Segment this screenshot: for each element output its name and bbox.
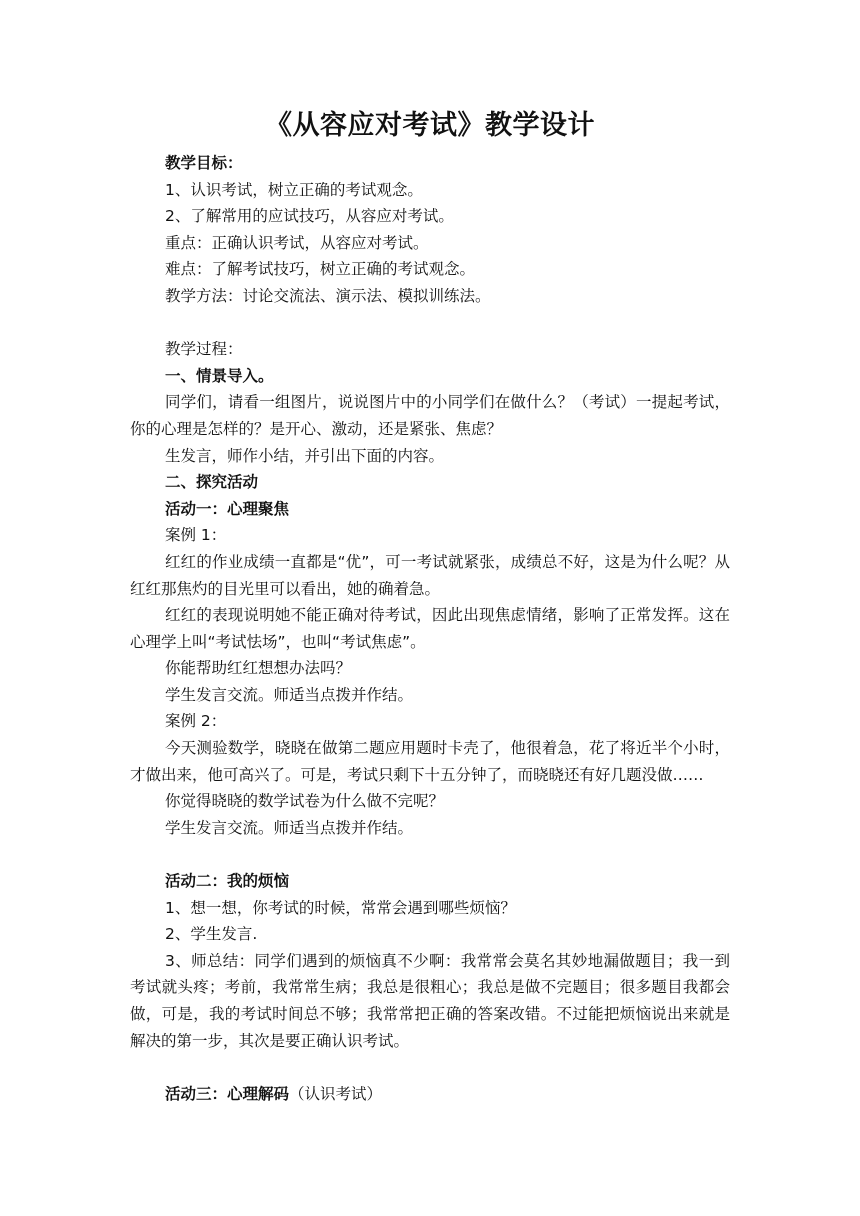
activity1-heading: 活动一：心理聚焦: [165, 499, 290, 518]
document-body: [130, 150, 730, 1107]
activity2-heading: 活动二：我的烦恼: [165, 872, 290, 891]
blank-line: [130, 1054, 730, 1081]
case1-note: 学生发言交流。师适当点拨并作结。: [165, 685, 414, 704]
activity3-line: [130, 1081, 730, 1108]
case1-analysis: 红红的表现说明她不能正确对待考试，因此出现焦虑情绪，影响了正常发挥。这在心理学上叫“考试怯场”，也叫“考试焦虑”。: [130, 606, 730, 651]
blank-line: [130, 841, 730, 868]
activity3-suffix: （认识考试）: [289, 1084, 383, 1103]
section1-note: 生发言，师作小结，并引出下面的内容。: [165, 446, 445, 465]
activity2-summary: 3、师总结：同学们遇到的烦恼真不少啊：我常常会莫名其妙地漏做题目；我一到考试就头疼；考前，我常常生病；我总是很粗心；我总是做不完题目；很多题目我都会做，可是，我的考试时间总不够；我常常把正确的答案改错。不过能把烦恼说出来就是解决的第一步，其次是要正确认识考试。: [130, 951, 730, 1050]
objective-item: 1、认识考试，树立正确的考试观念。: [165, 180, 423, 199]
case2-label: 案例 2：: [165, 712, 227, 731]
case1-label: 案例 1：: [165, 526, 227, 545]
activity3-heading: 活动三：心理解码: [165, 1084, 290, 1103]
case1-question: 你能帮助红红想想办法吗？: [165, 659, 352, 678]
case2-question: 你觉得晓晓的数学试卷为什么做不完呢？: [165, 792, 445, 811]
key-point: 重点：正确认识考试，从容应对考试。: [165, 233, 429, 252]
section1-heading: 一、情景导入。: [165, 366, 274, 385]
teaching-methods: 教学方法：讨论交流法、演示法、模拟训练法。: [165, 286, 491, 305]
difficulty-point: 难点：了解考试技巧，树立正确的考试观念。: [165, 260, 476, 279]
section1-paragraph: 同学们，请看一组图片，说说图片中的小同学们在做什么？（考试）一提起考试，你的心理是怎样的？是开心、激动，还是紧张、焦虑？: [130, 393, 730, 438]
case1-paragraph: 红红的作业成绩一直都是“优”，可一考试就紧张，成绩总不好，这是为什么呢？从红红那焦灼的目光里可以看出，她的确着急。: [130, 552, 730, 598]
objectives-heading: 教学目标：: [165, 154, 243, 172]
section2-heading: 二、探究活动: [165, 473, 259, 492]
blank-line: [130, 310, 730, 337]
process-heading: 教学过程：: [165, 340, 243, 359]
activity2-item: 1、想一想，你考试的时候，常常会遇到哪些烦恼？: [165, 898, 516, 917]
case2-note: 学生发言交流。师适当点拨并作结。: [165, 818, 414, 837]
objective-item: 2、了解常用的应试技巧，从容应对考试。: [165, 207, 454, 226]
case2-paragraph: 今天测验数学，晓晓在做第二题应用题时卡壳了，他很着急，花了将近半个小时，才做出来，他可高兴了。可是，考试只剩下十五分钟了，而晓晓还有好几题没做……: [130, 739, 730, 784]
document-title: 《从容应对考试》教学设计: [265, 110, 595, 141]
activity2-item: 2、学生发言.: [165, 925, 258, 944]
